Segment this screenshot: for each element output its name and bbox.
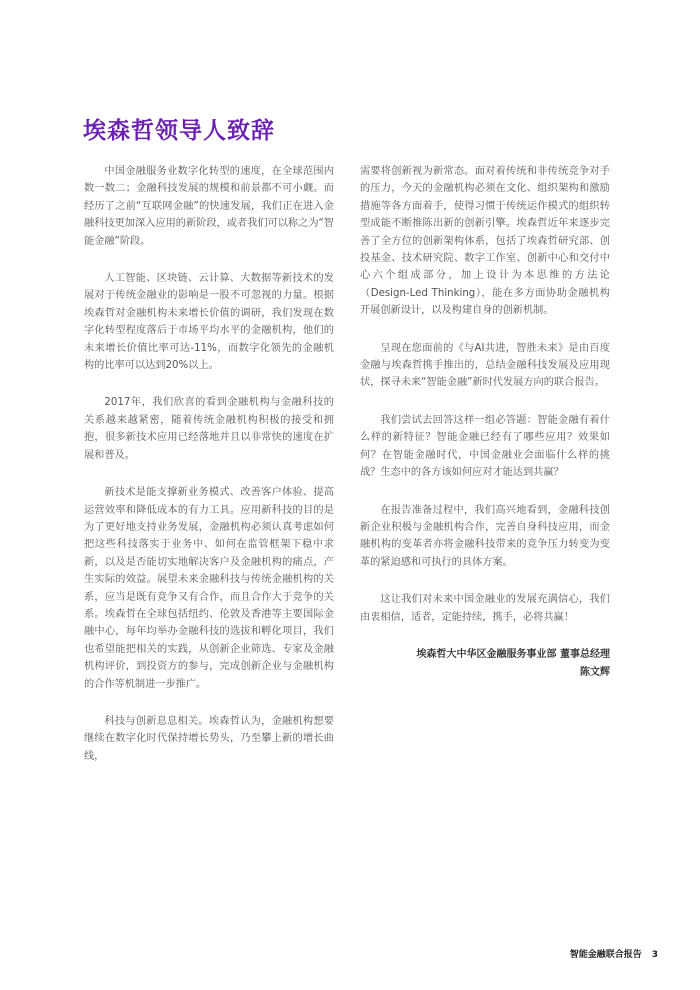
left-column — [84, 163, 334, 785]
paragraph: 我们尝试去回答这样一组必答题：智能金融有着什么样的新特征？智能金融已经有了哪些应用？效果如何？在智能金融时代，中国金融业会面临什么样的挑战？生态中的各方该如何应对才能达到共赢？ — [360, 414, 610, 479]
report-name: 智能金融联合报告 — [569, 950, 642, 960]
page-title: 埃森哲领导人致辞 — [83, 118, 275, 144]
paragraph: 2017年，我们欣喜的看到金融机构与金融科技的关系越来越紧密，随着传统金融机构积极的接受和拥抱，很多新技术应用已经落地并且以非常快的速度在扩展和普及。 — [84, 397, 334, 461]
signature-name: 陈文辉 — [580, 666, 610, 678]
signature-title: 埃森哲大中华区金融服务事业部 董事总经理 — [416, 648, 610, 660]
paragraph-continuation: 需要将创新视为新常态。面对着传统和非传统竞争对手的压力，今天的金融机构必须在文化、组织架构和激励措施等各方面着手，使得习惯于传统运作模式的组织转型成能不断推陈出新的创新引擎。埃森哲近年来逐步完善了全方位的创新架构体系，包括了埃森哲研究部、创投基金、技术研究院、数字工作室、创新中心和交付中心六个组成部分，加上设计为本思维的方法论（Design-Led Thinking），能在多方面协助金融机构开展创新设计，以及构建自身的创新机制。 — [360, 166, 610, 317]
paragraph: 呈现在您面前的《与AI共进，智胜未来》是由百度金融与埃森哲携手推出的，总结金融科技发展及应用现状，探寻未来“智能金融”新时代发展方向的联合报告。 — [360, 342, 610, 389]
signature — [360, 646, 610, 682]
paragraph: 人工智能、区块链、云计算、大数据等新技术的发展对于传统金融业的影响是一股不可忽视的力量。根据埃森哲对金融机构未来增长价值的调研，我们发现在数字化转型程度落后于市场平均水平的金融机构，他们的未来增长价值比率可达-11%，而数字化领先的金融机构的比率可以达到20%以上。 — [84, 273, 334, 372]
paragraph: 中国金融服务业数字化转型的速度，在全球范围内数一数二；金融科技发展的规模和前景都不可小觑。而经历了之前“互联网金融”的快速发展，我们正在进入金融科技更加深入应用的新阶段，或者我们可以称之为“智能金融”阶段。 — [84, 166, 334, 247]
right-column — [360, 163, 610, 682]
page-footer — [570, 947, 658, 960]
page-number: 3 — [651, 950, 658, 960]
paragraph: 这让我们对未来中国金融业的发展充满信心，我们由衷相信，适者，定能持续，携手，必将共赢！ — [360, 594, 610, 623]
paragraph: 新技术是能支撑新业务模式、改善客户体验、提高运营效率和降低成本的有力工具。应用新科技的目的是为了更好地支持业务发展，金融机构必须认真考虑如何把这些科技落实于业务中、如何在监管框架下稳中求新，以及是否能切实地解决客户及金融机构的痛点，产生实际的效益。展望未来金融科技与传统金融机构的关系，应当是既有竞争又有合作，而且合作大于竞争的关系。埃森哲在全球包括纽约、伦敦及香港等主要国际金融中心，每年均举办金融科技的选拔和孵化项目，我们也希望能把相关的实践，从创新企业筛选、专家及金融机构评价，到投资方的参与，完成创新企业与金融机构的合作等机制进一步推广。 — [84, 487, 334, 690]
paragraph: 在报告准备过程中，我们高兴地看到，金融科技创新企业积极与金融机构合作，完善自身科技应用，而金融机构的变革者亦将金融科技带来的竞争压力转变为变革的紧迫感和可执行的具体方案。 — [360, 504, 610, 568]
paragraph: 科技与创新息息相关。埃森哲认为，金融机构想要继续在数字化时代保持增长势头，乃至攀上新的增长曲线， — [84, 715, 334, 762]
